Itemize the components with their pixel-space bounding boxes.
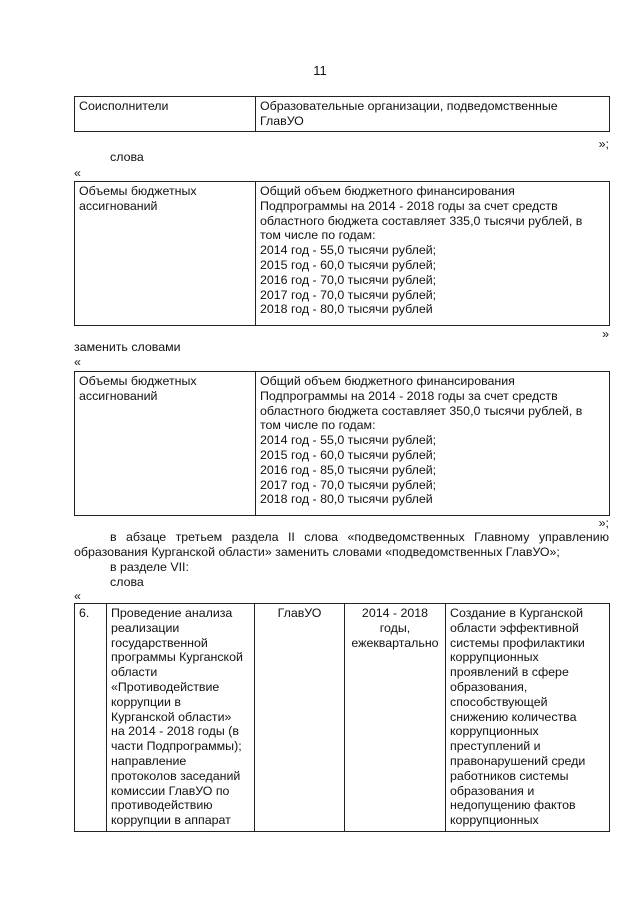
old-budget-value: Общий объем бюджетного финансирования Подпрограммы на 2014 - 2018 годы за счет средств областного бюджета составляет 335,0 тысячи рублей, в том числе по годам: 2014 год - 55,0 тысячи рублей; 2015 год - 60,0 тысячи рублей; 2016 год - 70,0 тысячи рублей; 2017 год - 70,0 тысячи рублей; 2018 год - 80,0 тысячи рублей bbox=[256, 182, 610, 326]
table-row bbox=[75, 604, 610, 832]
opening-quote: « bbox=[74, 589, 81, 603]
new-budget-value: Общий объем бюджетного финансирования Подпрограммы на 2014 - 2018 годы за счет средств областного бюджета составляет 350,0 тысячи рублей, в том числе по годам: 2014 год - 55,0 тысячи рублей; 2015 год - 60,0 тысячи рублей; 2016 год - 85,0 тысячи рублей; 2017 год - 70,0 тысячи рублей; 2018 год - 80,0 тысячи рублей bbox=[256, 372, 610, 516]
coexecutors-value: Образовательные организации, подведомственные ГлавУО bbox=[256, 97, 610, 132]
word-slova: слова bbox=[110, 575, 144, 589]
coexecutors-table bbox=[74, 96, 610, 132]
new-budget-table bbox=[74, 371, 610, 516]
measure-result: Создание в Курганской области эффективной системы профилактики коррупционных проявлений в сфере образования, способствующей снижению количества коррупционных преступлений и правонарушений среди работников системы образования и недопущению фактов коррупционных bbox=[446, 604, 610, 832]
paragraph-line-2: образования Курганской области» заменить словами «подведомственных ГлавУО»; bbox=[74, 545, 560, 559]
measures-table bbox=[74, 603, 610, 832]
section-vii-label: в разделе VII: bbox=[110, 560, 189, 574]
new-budget-label: Объемы бюджетных ассигнований bbox=[75, 372, 256, 516]
closing-quote: »; bbox=[598, 137, 609, 151]
table-row bbox=[75, 97, 610, 132]
old-budget-label: Объемы бюджетных ассигнований bbox=[75, 182, 256, 326]
measure-executor: ГлавУО bbox=[255, 604, 345, 832]
closing-quote: » bbox=[602, 327, 609, 341]
replace-words-label: заменить словами bbox=[74, 340, 181, 354]
table-row bbox=[75, 182, 610, 326]
measure-number: 6. bbox=[75, 604, 107, 832]
word-slova: слова bbox=[110, 150, 144, 164]
coexecutors-label: Соисполнители bbox=[75, 97, 256, 132]
closing-quote: »; bbox=[598, 516, 609, 530]
measure-description: Проведение анализа реализации государственной программы Курганской области «Противодействие коррупции в Курганской области» на 2014 - 2018 годы (в части Подпрограммы); направление протоколов заседаний комиссии ГлавУО по противодействию коррупции в аппарат bbox=[107, 604, 255, 832]
paragraph-line-1: в абзаце третьем раздела II слова «подведомственных Главному управлению bbox=[110, 530, 609, 544]
measure-term: 2014 - 2018 годы, ежеквартально bbox=[345, 604, 446, 832]
old-budget-table bbox=[74, 181, 610, 326]
opening-quote: « bbox=[74, 166, 81, 180]
opening-quote: « bbox=[74, 355, 81, 369]
page-number: 11 bbox=[313, 63, 327, 78]
table-row bbox=[75, 372, 610, 516]
